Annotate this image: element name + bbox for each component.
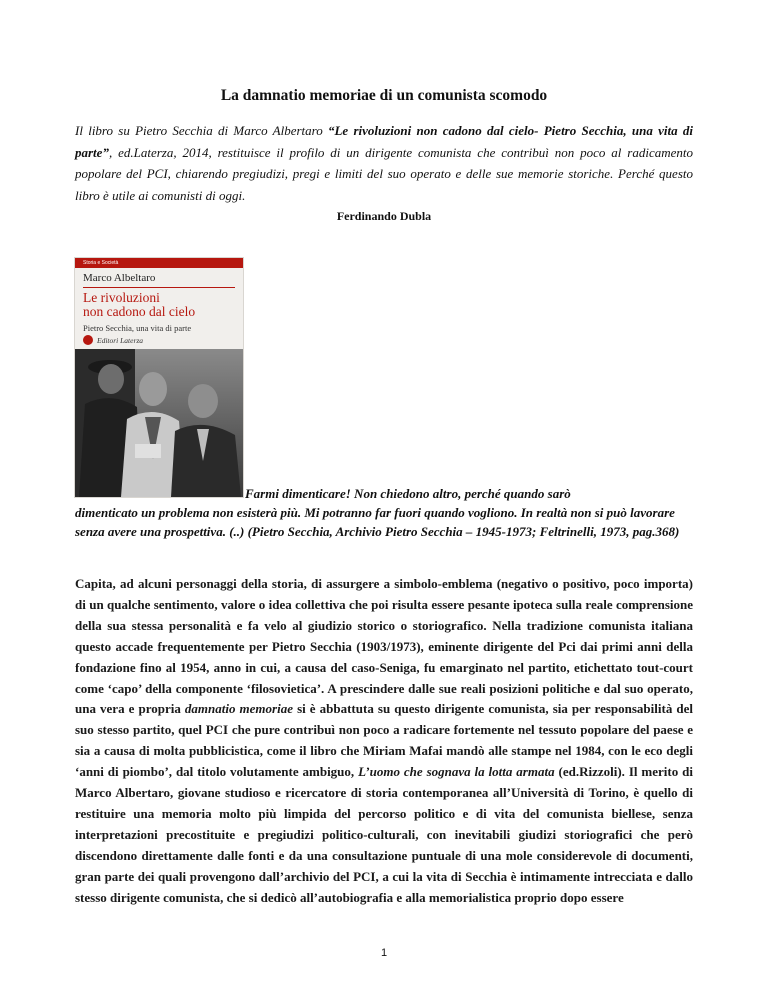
lead-text-2: , ed.Laterza, 2014, restituisce il profilo di un dirigente comunista che contribuì non poco al radicamento popolare del PCI, chiarendo pregiudizi, pregi e limiti del suo operato e delle sue memorie storiche. Perché questo libro è utile ai comunisti di oggi. — [75, 144, 693, 203]
cover-title — [83, 291, 241, 319]
quote-rest: dimenticato un problema non esisterà più. Mi potranno far fuori quando vogliono. In realtà non si può lavorare senza avere una prospettiva. (..) (Pietro Secchia, Archivio Pietro Secchia – 1945-1973; Feltrinelli, 1973, pag.368) — [75, 505, 680, 539]
body-italic-book-title: L’uomo che sognava la lotta armata — [358, 764, 555, 780]
body-text-3: (ed.Rizzoli). Il merito di Marco Albertaro, giovane studioso e ricercatore di storia contemporanea all’Università di Torino, è quello di restituire una memoria molto più limpida del percorso politico e di vita del comunista biellese, senza interpretazioni precostituite e pregiudizi politico-culturali, con inevitabili giudizi storiografici che però discendono direttamente dalle fonti e da una consultazione puntuale di una mole considerevole di documenti, gran parte dei quali provengono dall’archivio del PCI, a cui la vita di Secchia è intimamente intrecciata e dallo stesso dirigente comunista, che si dedicò all’autobiografia e alla memorialistica proprio dopo essere — [75, 764, 693, 905]
body-italic-damnatio: damnatio memoriae — [184, 701, 293, 717]
cover-title-line-1: Le rivoluzioni — [83, 290, 160, 305]
body-text-1: Capita, ad alcuni personaggi della storia, di assurgere a simbolo-emblema (negativo o positivo, poco importa) di un qualche sentimento, valore o idea collettiva che poi risulta essere pesante ipoteca sulla reale comprensione della sua stessa personalità e fa velo al giudizio storico o storiografico. Nella tradizione comunista italiana questo accade frequentemente per Pietro Secchia (1903/1973), eminente dirigente del Pci dai primi anni della fondazione fino al 1954, anno in cui, a causa del caso-Seniga, fu emarginato nel partito, etichettato tout-court come ‘capo’ della componente ‘filosovietica’. A prescindere dalle sue reali posizioni politiche e dal suo operato, una vera e propria — [75, 576, 693, 717]
lead-paragraph — [75, 120, 693, 206]
cover-series: Storia e Società — [83, 260, 119, 266]
quote-line-1: Farmi dimenticare! Non chiedono altro, perché quando sarò — [245, 486, 571, 501]
cover-publisher: Editori Laterza — [97, 336, 144, 345]
lead-book-title: “Le rivoluzioni non cadono dal cielo- Pietro Secchia, una vita di parte” — [75, 123, 693, 160]
body-text-2: si è abbattuta su questo dirigente comunista, sia per responsabilità del suo stesso partito, quel PCI che pure contribuì non poco a radicare fortemente nel tessuto popolare del paese e sia a causa di molta pubblicistica, come il libro che Miriam Mafai mandò alle stampe nel 1984, con le eco degli ‘anni di piombo’, dal titolo volutamente ambiguo, — [75, 701, 693, 780]
cover-title-line-2: non cadono dal cielo — [83, 304, 196, 319]
cover-photo — [75, 349, 243, 497]
author-name: Ferdinando Dubla — [336, 209, 432, 223]
epigraph-quote — [75, 484, 693, 541]
page-number: 1 — [380, 947, 388, 959]
book-cover-image — [75, 258, 243, 497]
lead-text-1: Il libro su Pietro Secchia di Marco Albertaro — [75, 123, 328, 138]
cover-author: Marco Albeltaro — [83, 272, 156, 284]
body-paragraph — [75, 574, 693, 909]
publisher-logo-icon — [83, 335, 93, 345]
cover-subtitle: Pietro Secchia, una vita di parte — [83, 323, 192, 333]
page-title: La damnatio memoriae di un comunista scomodo — [220, 87, 548, 104]
cover-rule — [83, 287, 235, 288]
